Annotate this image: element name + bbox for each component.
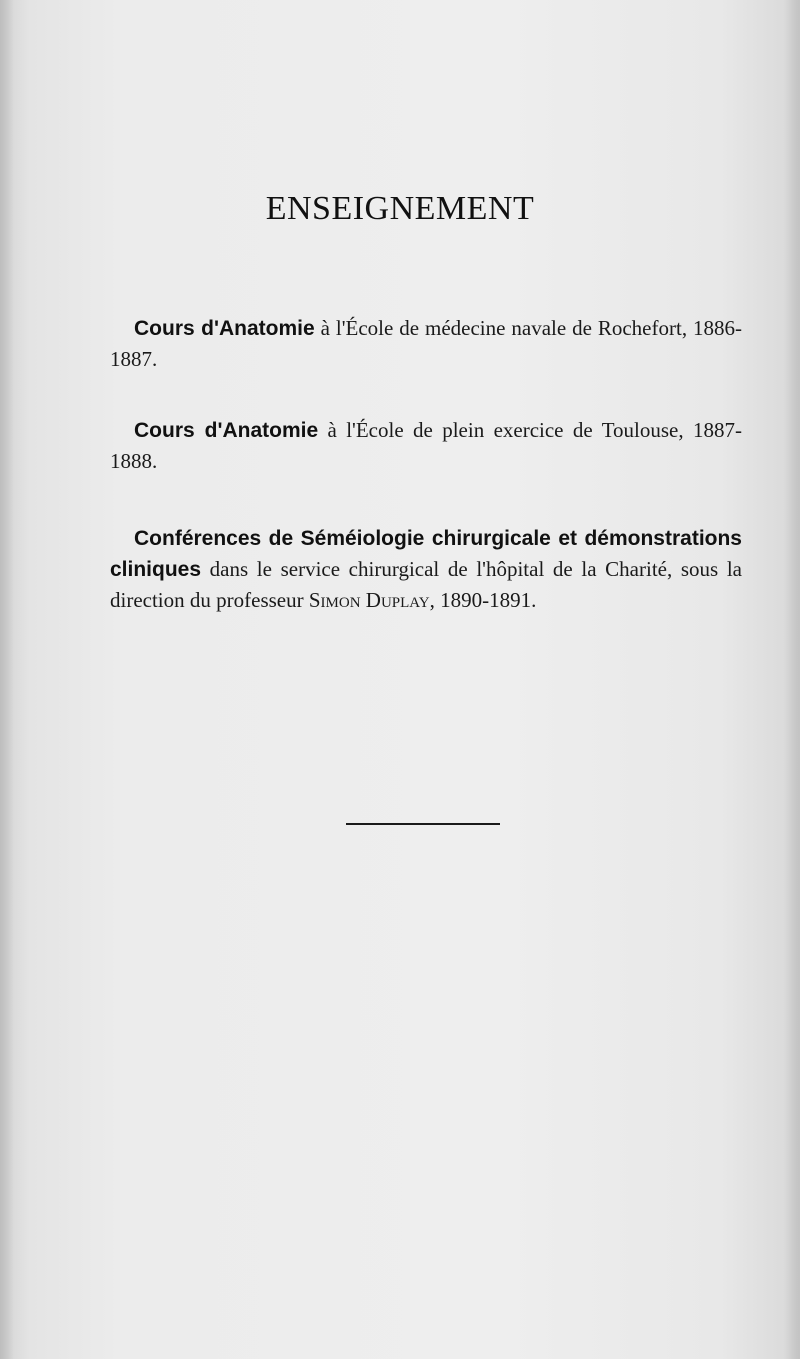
entry-3-details: dans le service chirurgical de l'hôpital de la Charité, sous la direction du professeur: [110, 557, 742, 612]
entry-2-details: à l'École de plein exercice de Toulouse, 1887-1888.: [110, 418, 742, 473]
teaching-entry-3: [110, 523, 742, 616]
teaching-entry-1: [110, 313, 742, 375]
entry-1-course: Cours d'Anatomie: [134, 317, 315, 340]
professor-name: Simon Duplay: [308, 588, 430, 612]
teaching-entry-2: [110, 415, 742, 477]
section-heading: ENSEIGNEMENT: [265, 190, 535, 227]
section-divider-rule: [346, 823, 500, 825]
entry-3-course: Conférences de Séméiologie chirurgicale et démonstrations cliniques: [110, 527, 742, 581]
entry-3-dates: , 1890-1891.: [429, 588, 537, 612]
entry-1-details: à l'École de médecine navale de Rochefort, 1886-1887.: [110, 316, 742, 371]
entry-2-course: Cours d'Anatomie: [134, 419, 319, 442]
